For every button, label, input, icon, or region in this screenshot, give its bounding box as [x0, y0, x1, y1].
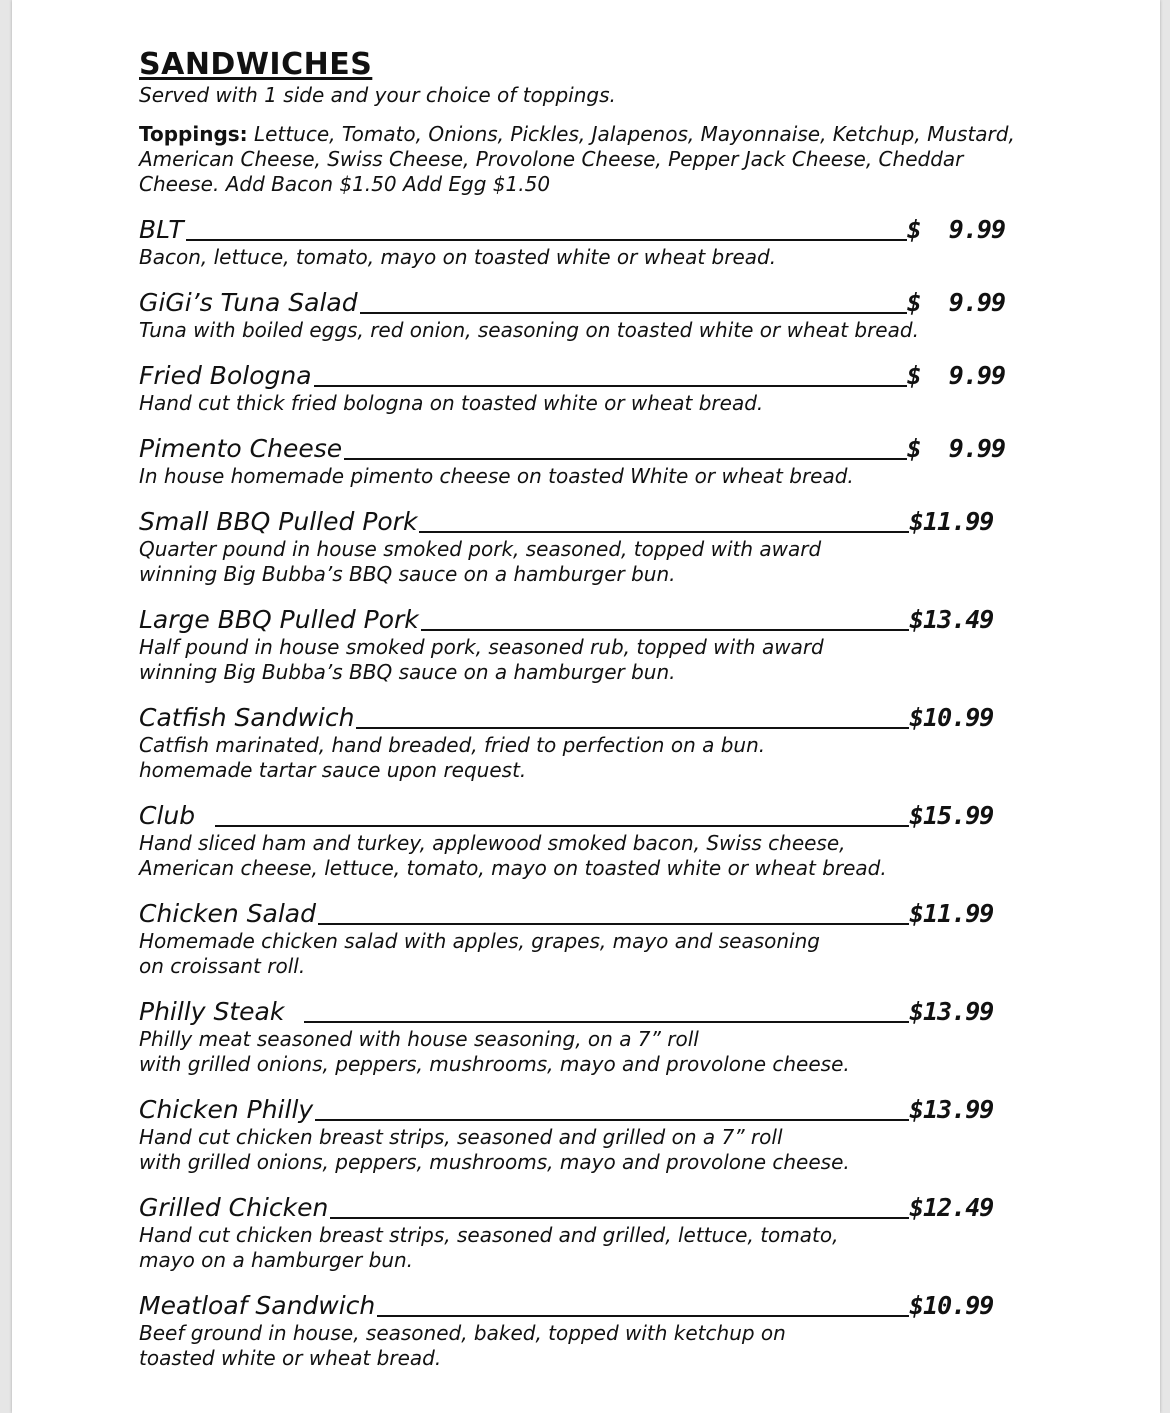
menu-item-name: Catfish Sandwich	[139, 703, 355, 732]
menu-item-name: Pimento Cheese	[139, 434, 343, 463]
dot-leader	[360, 312, 907, 314]
menu-item-price: $11.99	[909, 507, 994, 536]
menu-item-name: Meatloaf Sandwich	[139, 1291, 376, 1320]
menu-item-club	[139, 801, 1029, 881]
menu-item-header	[139, 434, 1005, 464]
menu-item-price: $13.49	[909, 605, 994, 634]
menu-item-fried-bologna	[139, 361, 1029, 416]
menu-item-description: Beef ground in house, seasoned, baked, topped with ketchup on toasted white or wheat bread.	[139, 1321, 786, 1370]
menu-item-description: Catfish marinated, hand breaded, fried to perfection on a bun. homemade tartar sauce upon request.	[139, 733, 766, 782]
menu-item-description: Philly meat seasoned with house seasoning, on a 7” roll with grilled onions, peppers, mushrooms, mayo and provolone cheese.	[139, 1027, 850, 1076]
menu-item-header	[139, 605, 1005, 635]
menu-item-price: $ 9.99	[906, 215, 1005, 244]
menu-item-name: BLT	[139, 215, 184, 244]
menu-content	[139, 48, 1029, 1389]
dot-leader	[419, 531, 909, 533]
menu-item-pimento-cheese	[139, 434, 1029, 489]
menu-item-price: $10.99	[909, 1291, 994, 1320]
section-subtitle: Served with 1 side and your choice of toppings.	[139, 83, 616, 107]
toppings-text: Lettuce, Tomato, Onions, Pickles, Jalapenos, Mayonnaise, Ketchup, Mustard, American Cheese, Swiss Cheese, Provolone Cheese, Pepper Jack Cheese, Cheddar Cheese. Add Bacon $1.50 Add Egg $1.50	[139, 122, 1015, 196]
menu-item-chicken-salad	[139, 899, 1029, 979]
menu-item-description: Hand cut chicken breast strips, seasoned and grilled on a 7” roll with grilled onions, peppers, mushrooms, mayo and provolone cheese.	[139, 1125, 850, 1174]
dot-leader	[315, 1119, 909, 1121]
menu-item-header	[139, 703, 1005, 733]
menu-item-small-bbq-pulled-pork	[139, 507, 1029, 587]
menu-item-description: Hand cut thick fried bologna on toasted white or wheat bread.	[139, 391, 764, 415]
menu-item-description: In house homemade pimento cheese on toasted White or wheat bread.	[139, 464, 854, 488]
menu-item-header	[139, 1193, 1005, 1223]
menu-item-header	[139, 288, 1005, 318]
dot-leader	[356, 727, 909, 729]
menu-item-description: Quarter pound in house smoked pork, seasoned, topped with award winning Big Bubba’s BBQ sauce on a hamburger bun.	[139, 537, 822, 586]
dot-leader	[330, 1217, 909, 1219]
dot-leader	[377, 1315, 909, 1317]
menu-item-philly-steak	[139, 997, 1029, 1077]
menu-item-description: Half pound in house smoked pork, seasoned rub, topped with award winning Big Bubba’s BBQ sauce on a hamburger bun.	[139, 635, 824, 684]
section-title: SANDWICHES	[139, 47, 373, 82]
menu-item-name: Grilled Chicken	[139, 1193, 329, 1222]
menu-item-meatloaf-sandwich	[139, 1291, 1029, 1371]
dot-leader	[215, 825, 909, 827]
menu-item-price: $12.49	[909, 1193, 994, 1222]
menu-item-grilled-chicken	[139, 1193, 1029, 1273]
menu-item-description: Bacon, lettuce, tomato, mayo on toasted white or wheat bread.	[139, 245, 777, 269]
menu-item-description: Hand cut chicken breast strips, seasoned and grilled, lettuce, tomato, mayo on a hamburger bun.	[139, 1223, 839, 1272]
menu-item-name: GiGi’s Tuna Salad	[139, 288, 358, 317]
menu-page	[12, 0, 1160, 1413]
dot-leader	[314, 385, 907, 387]
dot-leader	[186, 239, 907, 241]
menu-item-large-bbq-pulled-pork	[139, 605, 1029, 685]
menu-item-name: Club	[139, 801, 196, 830]
menu-item-name: Philly Steak	[139, 997, 285, 1026]
menu-item-header	[139, 507, 1005, 537]
menu-item-name: Fried Bologna	[139, 361, 312, 390]
dot-leader	[344, 458, 907, 460]
menu-item-chicken-philly	[139, 1095, 1029, 1175]
menu-item-blt	[139, 215, 1029, 270]
menu-item-description: Hand sliced ham and turkey, applewood smoked bacon, Swiss cheese, American cheese, lettuce, tomato, mayo on toasted white or wheat bread.	[139, 831, 887, 880]
toppings-label: Toppings:	[139, 122, 248, 146]
menu-item-header	[139, 1291, 1005, 1321]
menu-item-header	[139, 801, 1005, 831]
menu-item-name: Large BBQ Pulled Pork	[139, 605, 419, 634]
menu-item-catfish-sandwich	[139, 703, 1029, 783]
menu-item-header	[139, 997, 1005, 1027]
menu-item-price: $ 9.99	[906, 361, 1005, 390]
menu-item-description: Tuna with boiled eggs, red onion, seasoning on toasted white or wheat bread.	[139, 318, 919, 342]
menu-item-price: $ 9.99	[906, 434, 1005, 463]
dot-leader	[421, 629, 909, 631]
menu-item-header	[139, 361, 1005, 391]
menu-item-name: Chicken Salad	[139, 899, 316, 928]
dot-leader	[318, 923, 909, 925]
menu-item-price: $10.99	[909, 703, 994, 732]
menu-item-header	[139, 215, 1005, 245]
menu-item-description: Homemade chicken salad with apples, grapes, mayo and seasoning on croissant roll.	[139, 929, 820, 978]
menu-item-price: $13.99	[909, 997, 994, 1026]
menu-item-name: Small BBQ Pulled Pork	[139, 507, 418, 536]
menu-item-price: $15.99	[909, 801, 994, 830]
dot-leader	[304, 1021, 909, 1023]
menu-item-header	[139, 1095, 1005, 1125]
menu-item-name: Chicken Philly	[139, 1095, 314, 1124]
toppings-list	[139, 122, 1029, 197]
menu-item-price: $13.99	[909, 1095, 994, 1124]
menu-item-header	[139, 899, 1005, 929]
menu-item-price: $ 9.99	[906, 288, 1005, 317]
menu-item-tuna-salad	[139, 288, 1029, 343]
menu-item-price: $11.99	[909, 899, 994, 928]
